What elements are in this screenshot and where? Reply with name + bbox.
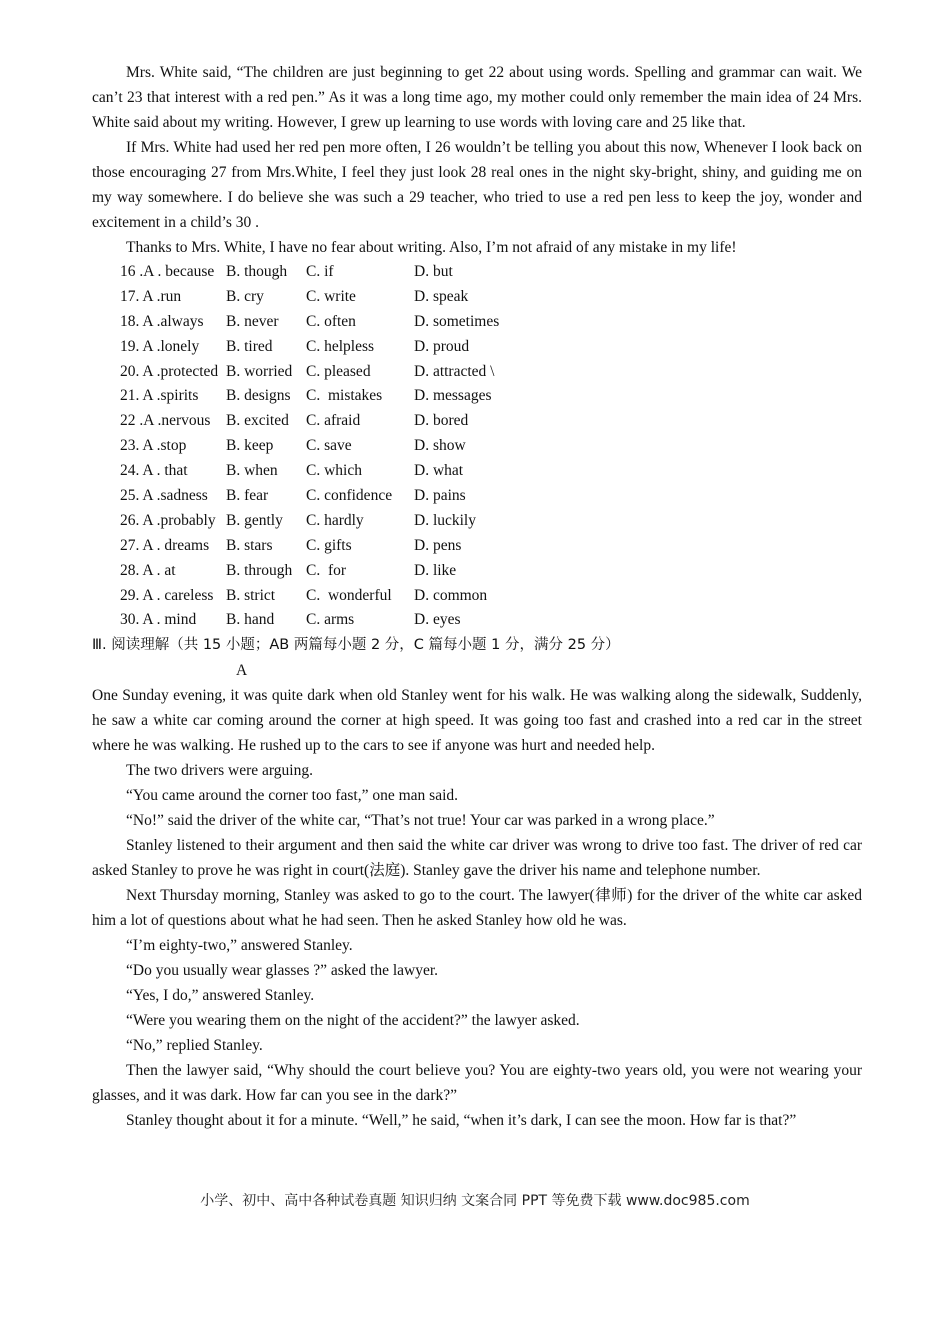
option-c: C. helpless: [306, 337, 375, 355]
option-d: D. sometimes: [414, 312, 500, 330]
option-a: 20. A .protected: [120, 362, 219, 380]
option-a: 19. A .lonely: [120, 337, 200, 355]
dialog-line: “I’m eighty-two,” answered Stanley.: [126, 937, 353, 955]
option-c: C. pleased: [306, 362, 371, 380]
option-d: D. eyes: [414, 611, 461, 629]
option-d: D. attracted \: [414, 362, 495, 380]
option-d: D. what: [414, 462, 464, 480]
option-c: C. write: [306, 287, 356, 305]
option-c: C. often: [306, 312, 356, 330]
option-c: C. arms: [306, 611, 355, 629]
option-d: D. common: [414, 586, 488, 604]
paragraph-red-pen: If Mrs. White had used her red pen more often, I 26 wouldn’t be telling you about this now, Whenever I look back on those encouraging 27 from Mrs.White, I feel they just look 28 real ones in the night sky-bright, shiny, and guiding me on my way somewhere. I do believe she was such a 29 teacher, who tried to use a red pen less to keep the joy, wonder and excitement in a child’s 30 .: [92, 139, 862, 231]
paragraph-thanks: Thanks to Mrs. White, I have no fear about writing. Also, I’m not afraid of any mistake in my life!: [126, 239, 737, 256]
option-a: 28. A . at: [120, 561, 176, 579]
question-option-row: [92, 509, 862, 534]
option-a: 26. A .probably: [120, 511, 216, 529]
option-b: B. excited: [226, 412, 289, 430]
dialog-line: “Yes, I do,” answered Stanley.: [126, 987, 315, 1005]
dialog-line: “You came around the corner too fast,” one man said.: [126, 787, 459, 805]
question-option-row: [92, 335, 862, 360]
option-a: 29. A . careless: [120, 586, 214, 604]
option-c: C. if: [306, 263, 334, 280]
option-c: C. save: [306, 437, 352, 455]
option-a: 18. A .always: [120, 312, 204, 330]
option-b: B. designs: [226, 387, 291, 405]
dialog-line: The two drivers were arguing.: [126, 762, 313, 780]
option-a: 17. A .run: [120, 287, 182, 305]
paragraph-mrs-white-said: Mrs. White said, “The children are just beginning to get 22 about using words. Spelling and grammar can wait. We can’t 23 that interest with a red pen.” As it was a long time ago, my mother could only remember the main idea of 24 Mrs. White said about my writing. However, I grew up learning to use words with loving care and 25 like that.: [92, 64, 862, 131]
option-a: 24. A . that: [120, 462, 188, 480]
footer-text[interactable]: 小学、初中、高中各种试卷真题 知识归纳 文案合同 PPT 等免费下载 www.doc985.com: [200, 1193, 750, 1209]
option-d: D. bored: [414, 412, 469, 430]
question-option-row: [92, 559, 862, 584]
option-c: C. mistakes: [306, 387, 383, 405]
option-c: C. for: [306, 561, 347, 579]
option-d: D. pens: [414, 536, 462, 554]
question-option-row: [92, 459, 862, 484]
option-b: B. worried: [226, 362, 293, 380]
question-option-row: [92, 434, 862, 459]
dialog-line: “Do you usually wear glasses ?” asked the lawyer.: [126, 962, 439, 980]
question-option-row: [92, 384, 862, 409]
option-d: D. speak: [414, 287, 469, 305]
options-list: [92, 260, 862, 633]
question-option-row: [92, 484, 862, 509]
question-option-row: [92, 260, 862, 285]
option-b: B. tired: [226, 337, 273, 355]
option-b: B. stars: [226, 536, 273, 554]
option-a: 21. A .spirits: [120, 387, 199, 405]
option-c: C. confidence: [306, 487, 393, 505]
paragraph-lawyer-question: Then the lawyer said, “Why should the court believe you? You are eighty-two years old, you were not wearing your glasses, and it was dark. How far can you see in the dark?”: [92, 1062, 862, 1105]
option-a: 27. A . dreams: [120, 536, 210, 554]
page-content: [92, 60, 862, 1133]
question-option-row: [92, 534, 862, 559]
paragraph-moon-answer: Stanley thought about it for a minute. “Well,” he said, “when it’s dark, I can see the moon. How far is that?”: [126, 1112, 797, 1130]
option-c: C. wonderful: [306, 586, 392, 604]
option-b: B. through: [226, 561, 293, 579]
option-d: D. messages: [414, 387, 492, 405]
question-option-row: [92, 310, 862, 335]
option-b: B. cry: [226, 287, 264, 305]
dialog-line: “No!” said the driver of the white car, “That’s not true! Your car was parked in a wrong place.”: [126, 812, 715, 830]
option-b: B. gently: [226, 511, 283, 529]
option-d: D. luckily: [414, 511, 476, 529]
option-a: 25. A .sadness: [120, 487, 208, 505]
paragraph-court: Next Thursday morning, Stanley was asked to go to the court. The lawyer(律师) for the driver of the white car asked him a lot of questions about what he had seen. Then he asked Stanley how old he was.: [92, 887, 862, 930]
option-a: 16 .A . because: [120, 263, 215, 280]
option-b: B. hand: [226, 611, 275, 629]
option-b: B. never: [226, 312, 279, 330]
option-d: D. proud: [414, 337, 470, 355]
option-d: D. but: [414, 263, 453, 280]
option-a: 30. A . mind: [120, 611, 197, 629]
dialog-line: “No,” replied Stanley.: [126, 1037, 263, 1055]
question-option-row: [92, 360, 862, 385]
question-option-row: [92, 584, 862, 609]
option-b: B. keep: [226, 437, 274, 455]
option-c: C. gifts: [306, 536, 352, 554]
question-option-row: [92, 285, 862, 310]
question-option-row: [92, 409, 862, 434]
dialog-line: “Were you wearing them on the night of the accident?” the lawyer asked.: [126, 1012, 580, 1030]
passage-letter: A: [236, 662, 248, 680]
option-c: C. which: [306, 462, 362, 480]
option-c: C. afraid: [306, 412, 361, 430]
question-option-row: [92, 608, 862, 633]
option-a: 22 .A .nervous: [120, 412, 211, 430]
option-b: B. though: [226, 263, 288, 280]
option-b: B. strict: [226, 586, 276, 604]
option-d: D. pains: [414, 487, 466, 505]
option-b: B. fear: [226, 487, 269, 505]
option-d: D. like: [414, 561, 457, 579]
option-d: D. show: [414, 437, 466, 455]
paragraph-opening: One Sunday evening, it was quite dark when old Stanley went for his walk. He was walking along the sidewalk, Suddenly, he saw a white car coming around the corner at high speed. It was going too fast and crashed into a red car in the street where he was walking. He rushed up to the cars to see if anyone was hurt and needed help.: [92, 687, 862, 755]
option-a: 23. A .stop: [120, 437, 187, 455]
paragraph-argument: Stanley listened to their argument and then said the white car driver was wrong to drive too fast. The driver of red car asked Stanley to prove he was right in court(法庭). Stanley gave the driver his name and telephone number.: [92, 837, 862, 880]
option-b: B. when: [226, 462, 278, 480]
section-title: Ⅲ. 阅读理解（共 15 小题；AB 两篇每小题 2 分，C 篇每小题 1 分，满分 25 分）: [92, 637, 620, 654]
option-c: C. hardly: [306, 511, 364, 529]
